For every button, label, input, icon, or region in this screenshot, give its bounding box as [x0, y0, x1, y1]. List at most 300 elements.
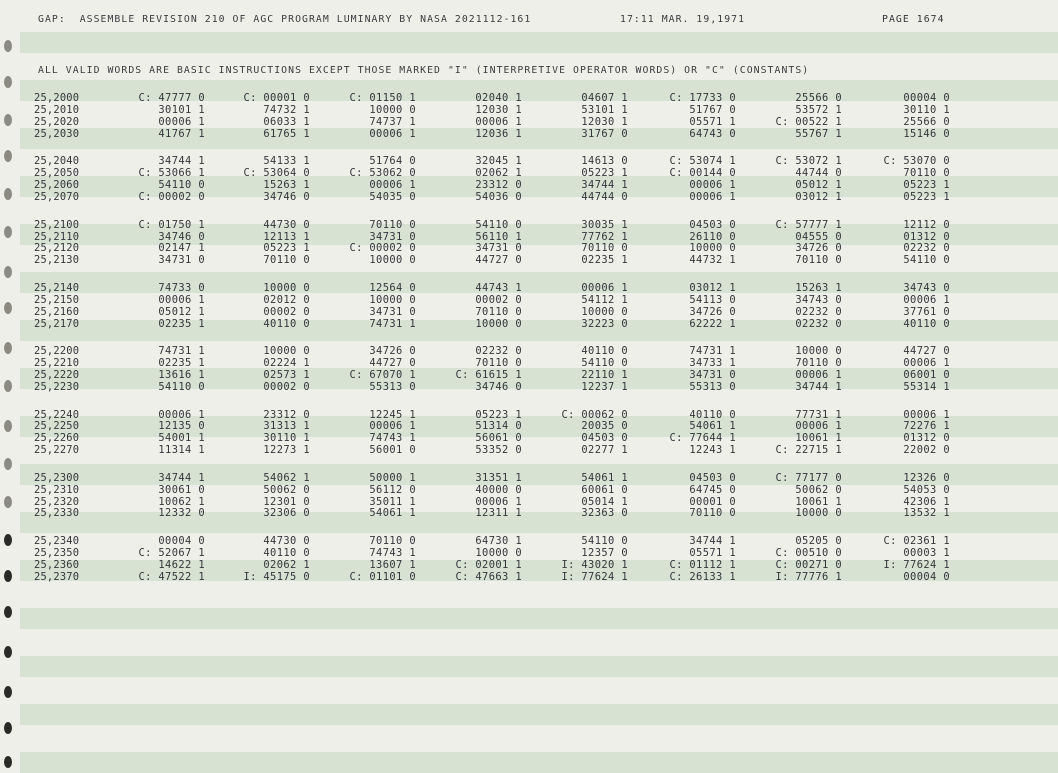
address-label: 25,2310 [34, 484, 80, 496]
octal-word: 04555 0 [795, 231, 842, 243]
address-label: 25,2140 [34, 282, 80, 294]
octal-word: 12030 1 [475, 104, 522, 116]
address-label: 25,2370 [34, 571, 80, 583]
octal-word: 70110 0 [369, 219, 416, 231]
octal-word: 02573 1 [263, 369, 310, 381]
octal-word: 51764 0 [369, 155, 416, 167]
octal-word: C: 67070 1 [349, 369, 416, 381]
octal-word: 54061 1 [689, 420, 736, 432]
octal-word: I: 45175 0 [243, 571, 310, 583]
octal-word: C: 53066 1 [138, 167, 205, 179]
address-label: 25,2010 [34, 104, 80, 116]
octal-word: 50062 0 [795, 484, 842, 496]
octal-word: C: 53062 0 [349, 167, 416, 179]
octal-word: 02232 0 [795, 306, 842, 318]
octal-word: 10061 1 [795, 496, 842, 508]
octal-word: 54110 0 [158, 179, 205, 191]
octal-word: 34731 0 [475, 242, 522, 254]
octal-word: C: 17733 0 [669, 92, 736, 104]
octal-word: 00006 1 [475, 496, 522, 508]
octal-word: 56112 0 [369, 484, 416, 496]
address-label: 25,2330 [34, 507, 80, 519]
octal-word: C: 53074 1 [669, 155, 736, 167]
octal-word: C: 77644 1 [669, 432, 736, 444]
address-label: 25,2230 [34, 381, 80, 393]
octal-word: 00004 0 [903, 92, 950, 104]
octal-word: 12311 1 [475, 507, 522, 519]
octal-word: 10000 0 [475, 318, 522, 330]
octal-word: 13532 1 [903, 507, 950, 519]
octal-word: 01312 0 [903, 432, 950, 444]
octal-word: 00006 1 [903, 409, 950, 421]
feed-hole [4, 496, 12, 508]
octal-word: C: 01150 1 [349, 92, 416, 104]
octal-word: 12243 1 [689, 444, 736, 456]
address-label: 25,2240 [34, 409, 80, 421]
octal-word: 74733 0 [158, 282, 205, 294]
octal-word: 23312 0 [475, 179, 522, 191]
octal-word: 54112 1 [581, 294, 628, 306]
octal-word: 34744 1 [158, 155, 205, 167]
octal-word: 13607 1 [369, 559, 416, 571]
octal-word: 02232 0 [475, 345, 522, 357]
octal-word: C: 52067 1 [138, 547, 205, 559]
address-label: 25,2320 [34, 496, 80, 508]
octal-word: 31767 0 [581, 128, 628, 140]
octal-word: 35011 1 [369, 496, 416, 508]
octal-word: 00006 1 [581, 282, 628, 294]
octal-word: 00006 1 [689, 191, 736, 203]
octal-word: 00002 0 [263, 381, 310, 393]
octal-word: 10000 0 [369, 104, 416, 116]
octal-word: 44727 0 [475, 254, 522, 266]
octal-word: 64745 0 [689, 484, 736, 496]
octal-word: I: 77776 1 [775, 571, 842, 583]
address-label: 25,2160 [34, 306, 80, 318]
octal-word: 15263 1 [795, 282, 842, 294]
feed-hole [4, 380, 12, 392]
octal-word: 05223 1 [903, 179, 950, 191]
octal-word: 05223 1 [581, 167, 628, 179]
octal-word: 54133 1 [263, 155, 310, 167]
octal-word: 26110 0 [689, 231, 736, 243]
octal-word: 30101 1 [158, 104, 205, 116]
octal-word: 02277 1 [581, 444, 628, 456]
octal-word: 54061 1 [581, 472, 628, 484]
octal-word: 10000 0 [263, 282, 310, 294]
octal-word: 74737 1 [369, 116, 416, 128]
program-title: GAP: ASSEMBLE REVISION 210 OF AGC PROGRAM LUMINARY BY NASA 2021112-161 [38, 14, 532, 25]
octal-word: 04607 1 [581, 92, 628, 104]
octal-word: 14613 0 [581, 155, 628, 167]
octal-word: 00006 1 [903, 357, 950, 369]
greenbar-stripe [20, 32, 1058, 53]
octal-word: 02062 1 [263, 559, 310, 571]
octal-word: 70110 0 [795, 357, 842, 369]
address-label: 25,2350 [34, 547, 80, 559]
octal-word: 06001 0 [903, 369, 950, 381]
octal-word: 55313 0 [689, 381, 736, 393]
address-label: 25,2000 [34, 92, 80, 104]
octal-word: 30061 0 [158, 484, 205, 496]
octal-word: 02235 1 [158, 357, 205, 369]
octal-word: 00002 0 [263, 306, 310, 318]
octal-word: C: 00271 0 [775, 559, 842, 571]
octal-word: 01312 0 [903, 231, 950, 243]
octal-word: 32306 0 [263, 507, 310, 519]
octal-word: 00006 1 [903, 294, 950, 306]
octal-word: 02062 1 [475, 167, 522, 179]
address-label: 25,2150 [34, 294, 80, 306]
octal-word: 34743 0 [903, 282, 950, 294]
octal-word: C: 53064 0 [243, 167, 310, 179]
octal-word: 00006 1 [369, 179, 416, 191]
address-label: 25,2340 [34, 535, 80, 547]
octal-word: 00004 0 [903, 571, 950, 583]
octal-word: 54035 0 [369, 191, 416, 203]
octal-word: 56001 0 [369, 444, 416, 456]
octal-word: 10000 0 [689, 242, 736, 254]
octal-word: 12112 0 [903, 219, 950, 231]
octal-word: 02235 1 [158, 318, 205, 330]
octal-word: 55314 1 [903, 381, 950, 393]
octal-word: 54110 0 [475, 219, 522, 231]
feed-hole [4, 606, 12, 618]
octal-word: 54036 0 [475, 191, 522, 203]
feed-hole [4, 722, 12, 734]
octal-word: C: 01750 1 [138, 219, 205, 231]
octal-word: 02232 0 [903, 242, 950, 254]
address-label: 25,2060 [34, 179, 80, 191]
octal-word: 40110 0 [903, 318, 950, 330]
octal-word: 34746 0 [158, 231, 205, 243]
octal-word: 50062 0 [263, 484, 310, 496]
octal-word: 34744 1 [689, 535, 736, 547]
address-label: 25,2110 [34, 231, 80, 243]
octal-word: 44732 1 [689, 254, 736, 266]
octal-word: C: 00510 0 [775, 547, 842, 559]
octal-word: 34726 0 [689, 306, 736, 318]
octal-word: 32363 0 [581, 507, 628, 519]
octal-word: 20035 0 [581, 420, 628, 432]
octal-word: 54061 1 [369, 507, 416, 519]
octal-word: 00006 1 [158, 294, 205, 306]
octal-word: 30110 1 [903, 104, 950, 116]
octal-word: 32045 1 [475, 155, 522, 167]
octal-word: 06033 1 [263, 116, 310, 128]
address-label: 25,2210 [34, 357, 80, 369]
octal-word: C: 02001 1 [455, 559, 522, 571]
address-label: 25,2170 [34, 318, 80, 330]
octal-word: 50000 1 [369, 472, 416, 484]
address-label: 25,2270 [34, 444, 80, 456]
feed-hole [4, 188, 12, 200]
octal-word: 53572 1 [795, 104, 842, 116]
address-label: 25,2200 [34, 345, 80, 357]
octal-word: 44730 0 [263, 535, 310, 547]
octal-word: 41767 1 [158, 128, 205, 140]
greenbar-stripe [20, 608, 1058, 629]
octal-word: C: 47663 1 [455, 571, 522, 583]
octal-word: C: 00144 0 [669, 167, 736, 179]
feed-hole [4, 570, 12, 582]
octal-word: 44744 0 [795, 167, 842, 179]
octal-word: C: 22715 1 [775, 444, 842, 456]
octal-word: 12113 1 [263, 231, 310, 243]
octal-word: 70110 0 [263, 254, 310, 266]
octal-word: 15263 1 [263, 179, 310, 191]
octal-word: 34746 0 [263, 191, 310, 203]
octal-word: 34731 0 [689, 369, 736, 381]
octal-word: 34726 0 [369, 345, 416, 357]
feed-hole [4, 420, 12, 432]
greenbar-stripe [20, 752, 1058, 773]
octal-word: 62222 1 [689, 318, 736, 330]
octal-word: 70110 0 [581, 242, 628, 254]
octal-word: 12030 1 [581, 116, 628, 128]
octal-word: 54110 0 [158, 381, 205, 393]
address-label: 25,2300 [34, 472, 80, 484]
octal-word: 70110 0 [475, 306, 522, 318]
octal-word: 02224 1 [263, 357, 310, 369]
address-label: 25,2040 [34, 155, 80, 167]
octal-word: 44727 0 [903, 345, 950, 357]
octal-word: 37761 0 [903, 306, 950, 318]
octal-word: 74731 1 [158, 345, 205, 357]
octal-word: 04503 0 [689, 219, 736, 231]
octal-word: 56110 1 [475, 231, 522, 243]
octal-word: 51314 0 [475, 420, 522, 432]
octal-word: 70110 0 [795, 254, 842, 266]
octal-word: 23312 0 [263, 409, 310, 421]
octal-word: 54053 0 [903, 484, 950, 496]
octal-word: 25566 0 [903, 116, 950, 128]
octal-word: 04503 0 [689, 472, 736, 484]
octal-word: 10000 0 [369, 294, 416, 306]
octal-word: 32223 0 [581, 318, 628, 330]
octal-word: 70110 0 [369, 535, 416, 547]
octal-word: 34733 1 [689, 357, 736, 369]
octal-word: 22110 1 [581, 369, 628, 381]
octal-word: 12564 0 [369, 282, 416, 294]
octal-word: 00006 1 [689, 179, 736, 191]
octal-word: 13616 1 [158, 369, 205, 381]
address-label: 25,2120 [34, 242, 80, 254]
octal-word: 10062 1 [158, 496, 205, 508]
octal-word: 00006 1 [369, 128, 416, 140]
octal-word: 12245 1 [369, 409, 416, 421]
octal-word: 15146 0 [903, 128, 950, 140]
feed-hole [4, 686, 12, 698]
octal-word: C: 00062 0 [561, 409, 628, 421]
octal-word: 30035 1 [581, 219, 628, 231]
octal-word: C: 26133 1 [669, 571, 736, 583]
octal-word: C: 00002 0 [349, 242, 416, 254]
octal-word: 12273 1 [263, 444, 310, 456]
octal-word: 54001 1 [158, 432, 205, 444]
octal-word: 10000 0 [263, 345, 310, 357]
feed-hole [4, 458, 12, 470]
address-label: 25,2250 [34, 420, 80, 432]
octal-word: 77731 1 [795, 409, 842, 421]
octal-word: 10000 0 [581, 306, 628, 318]
page-number: PAGE 1674 [882, 14, 945, 25]
octal-word: 05571 1 [689, 116, 736, 128]
octal-word: 40110 0 [263, 318, 310, 330]
octal-word: 00006 1 [795, 420, 842, 432]
octal-word: 40000 0 [475, 484, 522, 496]
octal-word: 34744 1 [581, 179, 628, 191]
octal-word: 03012 1 [795, 191, 842, 203]
octal-word: I: 77624 1 [883, 559, 950, 571]
octal-word: 44730 0 [263, 219, 310, 231]
address-label: 25,2070 [34, 191, 80, 203]
address-label: 25,2260 [34, 432, 80, 444]
octal-word: 12237 1 [581, 381, 628, 393]
octal-word: 10000 0 [795, 345, 842, 357]
feed-hole [4, 302, 12, 314]
octal-word: 54110 0 [581, 535, 628, 547]
octal-word: 12326 0 [903, 472, 950, 484]
octal-word: 00004 0 [158, 535, 205, 547]
octal-word: C: 00522 1 [775, 116, 842, 128]
octal-word: 55767 1 [795, 128, 842, 140]
feed-hole [4, 114, 12, 126]
octal-word: 44727 0 [369, 357, 416, 369]
octal-word: C: 01101 0 [349, 571, 416, 583]
octal-word: 34746 0 [475, 381, 522, 393]
octal-word: 05014 1 [581, 496, 628, 508]
octal-word: 02235 1 [581, 254, 628, 266]
octal-word: C: 47777 0 [138, 92, 205, 104]
octal-word: 70110 0 [475, 357, 522, 369]
octal-word: 05571 1 [689, 547, 736, 559]
greenbar-stripe [20, 704, 1058, 725]
octal-word: 42306 1 [903, 496, 950, 508]
octal-word: C: 77177 0 [775, 472, 842, 484]
octal-word: 74731 1 [689, 345, 736, 357]
feed-hole [4, 226, 12, 238]
octal-word: 34731 0 [369, 306, 416, 318]
octal-word: 00006 1 [158, 116, 205, 128]
octal-word: I: 77624 1 [561, 571, 628, 583]
octal-word: 02012 0 [263, 294, 310, 306]
octal-word: 61765 1 [263, 128, 310, 140]
octal-word: 10000 0 [795, 507, 842, 519]
octal-word: C: 53072 1 [775, 155, 842, 167]
octal-word: 00003 1 [903, 547, 950, 559]
octal-word: 12135 0 [158, 420, 205, 432]
octal-word: 10000 0 [369, 254, 416, 266]
octal-word: 10000 0 [475, 547, 522, 559]
octal-word: 00006 1 [795, 369, 842, 381]
octal-word: 12357 0 [581, 547, 628, 559]
greenbar-stripe [20, 656, 1058, 677]
octal-word: 34731 0 [158, 254, 205, 266]
octal-word: 11314 1 [158, 444, 205, 456]
feed-hole [4, 150, 12, 162]
octal-word: 00001 0 [689, 496, 736, 508]
address-label: 25,2030 [34, 128, 80, 140]
octal-word: 04503 0 [581, 432, 628, 444]
octal-word: 64743 0 [689, 128, 736, 140]
feed-hole [4, 342, 12, 354]
octal-word: 12036 1 [475, 128, 522, 140]
octal-word: 34744 1 [158, 472, 205, 484]
octal-word: 60061 0 [581, 484, 628, 496]
address-label: 25,2220 [34, 369, 80, 381]
octal-word: 05223 1 [903, 191, 950, 203]
octal-word: 31313 1 [263, 420, 310, 432]
octal-word: 30110 1 [263, 432, 310, 444]
address-label: 25,2360 [34, 559, 80, 571]
octal-word: 02147 1 [158, 242, 205, 254]
octal-word: 54113 0 [689, 294, 736, 306]
octal-word: 44744 0 [581, 191, 628, 203]
octal-word: 34743 0 [795, 294, 842, 306]
feed-hole [4, 76, 12, 88]
octal-word: 05205 0 [795, 535, 842, 547]
octal-word: 22002 0 [903, 444, 950, 456]
octal-word: 53101 1 [581, 104, 628, 116]
octal-word: 40110 0 [689, 409, 736, 421]
octal-word: 70110 0 [903, 167, 950, 179]
octal-word: 00006 1 [158, 409, 205, 421]
octal-word: 34726 0 [795, 242, 842, 254]
octal-word: 00006 1 [475, 116, 522, 128]
octal-word: 72276 1 [903, 420, 950, 432]
octal-word: 74732 1 [263, 104, 310, 116]
octal-word: 02232 0 [795, 318, 842, 330]
octal-word: 25566 0 [795, 92, 842, 104]
octal-word: 10061 1 [795, 432, 842, 444]
octal-word: 40110 0 [581, 345, 628, 357]
octal-word: 74731 1 [369, 318, 416, 330]
octal-word: C: 00001 0 [243, 92, 310, 104]
octal-word: C: 00002 0 [138, 191, 205, 203]
octal-word: 02040 1 [475, 92, 522, 104]
octal-word: 05223 1 [263, 242, 310, 254]
octal-word: C: 47522 1 [138, 571, 205, 583]
octal-word: 12332 0 [158, 507, 205, 519]
feed-hole [4, 756, 12, 768]
octal-word: 77762 1 [581, 231, 628, 243]
octal-word: C: 02361 1 [883, 535, 950, 547]
octal-word: 51767 0 [689, 104, 736, 116]
octal-word: C: 01112 1 [669, 559, 736, 571]
octal-word: 12301 0 [263, 496, 310, 508]
octal-word: 74743 1 [369, 547, 416, 559]
octal-word: 70110 0 [689, 507, 736, 519]
octal-word: 05223 1 [475, 409, 522, 421]
word-legend: ALL VALID WORDS ARE BASIC INSTRUCTIONS EXCEPT THOSE MARKED "I" (INTERPRETIVE OPERATOR WORDS) OR "C" (CONSTANTS) [38, 65, 810, 76]
octal-word: 03012 1 [689, 282, 736, 294]
octal-word: 64730 1 [475, 535, 522, 547]
timestamp: 17:11 MAR. 19,1971 [620, 14, 746, 25]
address-label: 25,2050 [34, 167, 80, 179]
octal-word: 44743 1 [475, 282, 522, 294]
octal-word: 05012 1 [795, 179, 842, 191]
octal-word: 40110 0 [263, 547, 310, 559]
octal-word: I: 43020 1 [561, 559, 628, 571]
octal-word: 00006 1 [369, 420, 416, 432]
octal-word: C: 57777 1 [775, 219, 842, 231]
octal-word: C: 61615 1 [455, 369, 522, 381]
octal-word: 34744 1 [795, 381, 842, 393]
octal-word: 00002 0 [475, 294, 522, 306]
octal-word: 53352 0 [475, 444, 522, 456]
octal-word: 34731 0 [369, 231, 416, 243]
